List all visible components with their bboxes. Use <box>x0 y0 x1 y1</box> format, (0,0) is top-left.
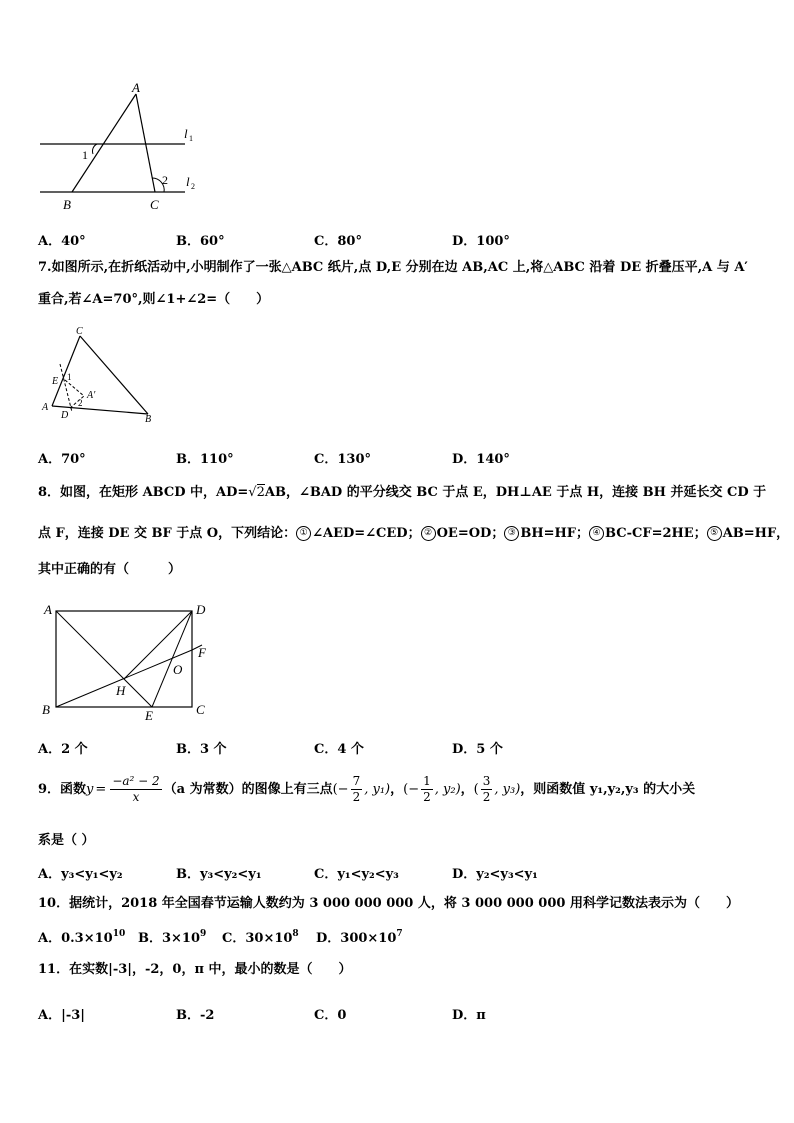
q10-option-c <box>222 927 299 946</box>
q8-option-a: A．2 个 <box>38 742 88 757</box>
triangle-side-cb <box>80 336 148 414</box>
conclusion-3: BH=HF； <box>520 526 590 541</box>
q8-stem-line1 <box>38 484 766 502</box>
label-l2: l <box>186 174 190 189</box>
q9-p1-num: 7 <box>352 774 361 788</box>
q8-line1-a: 8．如图，在矩形 ABCD 中，AD= <box>38 485 249 500</box>
q10-option-d-label: D．300×10 <box>316 931 397 946</box>
q8-line2-a: 点 F，连接 DE 交 BF 于点 O，下列结论： <box>38 526 297 541</box>
label-angle-2: 2 <box>162 173 168 187</box>
label-e: E <box>145 708 153 723</box>
q9-p3-den: 2 <box>482 790 491 804</box>
angle-1-arc <box>92 144 97 154</box>
label-c: C <box>196 702 205 717</box>
label-b: B <box>42 702 50 717</box>
q6-option-d: D．100° <box>452 234 510 249</box>
label-l1-sub: 1 <box>189 134 193 143</box>
label-d: D <box>196 602 206 617</box>
q9-y: y <box>86 781 94 797</box>
label-b: B <box>145 414 152 425</box>
q9-p3-fraction <box>481 774 493 805</box>
q9-comma2: ， <box>460 781 474 797</box>
q7-option-c: C．130° <box>314 452 371 467</box>
conclusion-2-marker: ② <box>421 526 436 541</box>
conclusion-5: AB=HF， <box>722 526 790 541</box>
q9-p2-open: (− <box>403 781 420 797</box>
q11-option-a: A．|-3| <box>38 1008 85 1023</box>
q10-option-b <box>138 927 206 946</box>
q9-p1-rest: , y₁) <box>364 781 391 797</box>
q9-p3-num: 3 <box>482 774 491 788</box>
q11-option-b: B．-2 <box>176 1008 215 1023</box>
q7-stem-line1: 7.如图所示,在折纸活动中,小明制作了一张△ABC 纸片,点 D,E 分别在边 AB,AC 上,将△ABC 沿着 DE 折叠压平,A 与 A′ <box>38 260 748 275</box>
q9-p1-open: (− <box>332 781 349 797</box>
label-b: B <box>63 197 71 212</box>
q8-line1-b: AB，∠BAD 的平分线交 BC 于点 E，DH⊥AE 于点 H，连接 BH 并延长交 CD 于 <box>264 485 767 500</box>
q11-option-c: C．0 <box>314 1008 347 1023</box>
q6-option-a: A．40° <box>38 234 86 249</box>
label-c: C <box>150 197 159 212</box>
q7-option-b: B．110° <box>176 452 234 467</box>
q9-fn-denominator: x <box>132 790 140 804</box>
segment-de <box>152 611 192 707</box>
label-h: H <box>116 683 126 698</box>
label-a-prime: A′ <box>87 390 96 401</box>
label-1: 1 <box>67 372 72 382</box>
label-a: A <box>132 80 140 95</box>
q6-option-c: C．80° <box>314 234 362 249</box>
q9-condition: （a 为常数）的图像上有三点 <box>163 781 333 797</box>
q9-p1-fraction <box>351 774 363 805</box>
q9-p3-open: ( <box>473 781 479 797</box>
label-a: A <box>44 602 52 617</box>
q9-stem-line1 <box>38 774 695 805</box>
q9-p2-fraction <box>421 774 433 805</box>
q11-stem: 11．在实数|-3|，-2，0，π 中，最小的数是（ ） <box>38 962 352 977</box>
q9-option-c: C．y₁<y₂<y₃ <box>314 867 399 882</box>
conclusion-5-marker: ⑤ <box>707 526 722 541</box>
conclusion-4-marker: ④ <box>589 526 604 541</box>
q9-p2-rest: , y₂) <box>434 781 461 797</box>
q8-option-d: D．5 个 <box>452 742 503 757</box>
segment-ab <box>72 94 136 192</box>
q9-stem-line2: 系是（ ） <box>38 833 95 848</box>
q9-function-fraction <box>110 774 161 805</box>
label-o: O <box>173 662 183 677</box>
q7-figure <box>38 322 168 427</box>
conclusion-1-marker: ① <box>296 526 311 541</box>
q6-figure <box>30 78 210 218</box>
q9-prefix: 9．函数 <box>38 781 87 797</box>
segment-ac <box>136 94 155 192</box>
segment-ae <box>56 611 152 707</box>
q10-option-c-label: C．30×10 <box>222 931 293 946</box>
q9-p3-rest: , y₃) <box>494 781 521 797</box>
q8-option-c: C．4 个 <box>314 742 364 757</box>
q6-option-b: B．60° <box>176 234 225 249</box>
q9-tail: ，则函数值 y₁,y₂,y₃ 的大小关 <box>520 781 696 797</box>
q9-option-b: B．y₃<y₂<y₁ <box>176 867 262 882</box>
sqrt-symbol: √2 <box>248 485 265 500</box>
sqrt-radicand: 2 <box>256 485 265 500</box>
q11-option-d: D．π <box>452 1008 486 1023</box>
conclusion-4: BC-CF=2HE； <box>605 526 707 541</box>
q9-fn-numerator: −a² − 2 <box>112 774 160 788</box>
q10-option-c-exp: 8 <box>292 929 299 939</box>
triangle-side-ac <box>52 336 80 406</box>
q10-option-a-exp: 10 <box>112 929 126 939</box>
label-e: E <box>52 376 59 387</box>
label-angle-1: 1 <box>82 148 88 162</box>
conclusion-1: ∠AED=∠CED； <box>312 526 421 541</box>
q10-option-d-exp: 7 <box>396 929 403 939</box>
label-f: F <box>198 645 206 660</box>
q10-option-d <box>316 927 403 946</box>
q10-stem: 10．据统计，2018 年全国春节运输人数约为 3 000 000 000 人，将 3 000 000 000 用科学记数法表示为（ ） <box>38 896 739 911</box>
q7-option-a: A．70° <box>38 452 86 467</box>
q10-option-b-exp: 9 <box>200 929 207 939</box>
label-c: C <box>76 326 83 337</box>
q9-p2-den: 2 <box>423 790 431 804</box>
label-d: D <box>61 410 69 421</box>
q8-option-b: B．3 个 <box>176 742 227 757</box>
q8-stem-line2 <box>38 525 789 543</box>
q10-option-a <box>38 927 125 946</box>
q9-eq: = <box>95 781 107 797</box>
label-2: 2 <box>78 398 83 408</box>
conclusion-2: OE=OD； <box>436 526 505 541</box>
label-a: A <box>42 402 49 413</box>
label-l1: l <box>184 126 188 141</box>
label-l2-sub: 2 <box>191 182 195 191</box>
q9-option-a: A．y₃<y₁<y₂ <box>38 867 123 882</box>
q9-option-d: D．y₂<y₃<y₁ <box>452 867 538 882</box>
segment-bf <box>56 650 192 707</box>
q9-comma1: ， <box>390 781 404 797</box>
q8-figure <box>38 598 218 723</box>
q8-stem-line3: 其中正确的有（ ） <box>38 562 182 577</box>
q9-p1-den: 2 <box>352 790 361 804</box>
q7-stem-line2: 重合,若∠A=70°,则∠1+∠2=（ ） <box>38 292 270 307</box>
q9-p2-num: 1 <box>423 774 431 788</box>
conclusion-3-marker: ③ <box>504 526 519 541</box>
q7-option-d: D．140° <box>452 452 510 467</box>
q10-option-b-label: B．3×10 <box>138 931 201 946</box>
q10-option-a-label: A．0.3×10 <box>38 931 113 946</box>
